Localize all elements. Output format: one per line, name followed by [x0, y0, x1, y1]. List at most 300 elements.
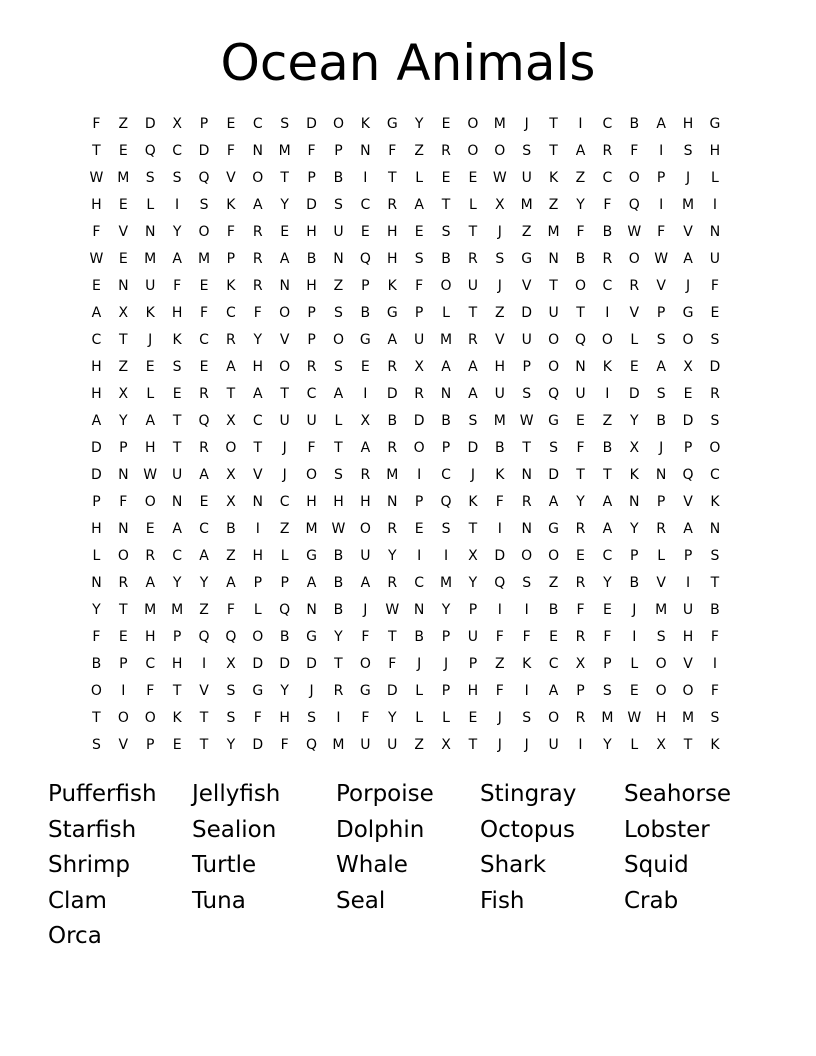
- grid-letter: P: [146, 737, 155, 753]
- grid-row: [83, 489, 733, 516]
- grid-letter: L: [469, 197, 477, 213]
- grid-letter: F: [388, 143, 397, 159]
- grid-letter: X: [495, 197, 505, 213]
- grid-letter: W: [492, 170, 507, 186]
- grid-letter: A: [468, 359, 478, 375]
- grid-letter: D: [521, 305, 533, 321]
- grid-letter: A: [226, 359, 236, 375]
- grid-letter: Z: [118, 359, 129, 375]
- grid-letter: Q: [198, 629, 210, 645]
- grid-letter: D: [252, 656, 264, 672]
- grid-letter: D: [413, 413, 425, 429]
- grid-letter: C: [602, 116, 613, 132]
- grid-letter: N: [521, 467, 532, 483]
- grid-letter: S: [710, 548, 720, 564]
- grid-letter: E: [683, 386, 693, 402]
- grid-letter: X: [118, 386, 129, 402]
- grid-letter: S: [710, 332, 720, 348]
- grid-letter: P: [630, 548, 639, 564]
- grid-letter: Z: [414, 737, 424, 753]
- grid-letter: X: [226, 494, 236, 510]
- word-bank-item: Fish: [480, 887, 525, 914]
- grid-letter: E: [118, 197, 128, 213]
- grid-letter: B: [629, 116, 640, 132]
- grid-letter: I: [497, 521, 502, 537]
- grid-letter: P: [441, 629, 451, 645]
- grid-letter: F: [361, 629, 370, 645]
- grid-letter: V: [656, 278, 666, 294]
- grid-letter: V: [683, 224, 693, 240]
- grid-letter: J: [497, 710, 502, 726]
- grid-letter: B: [91, 656, 102, 672]
- grid-letter: P: [414, 305, 424, 321]
- grid-letter: H: [252, 548, 264, 564]
- grid-letter: S: [334, 359, 343, 375]
- grid-letter: C: [145, 656, 156, 672]
- grid-letter: B: [602, 224, 613, 240]
- grid-row: [83, 246, 733, 273]
- grid-letter: B: [629, 575, 640, 591]
- grid-letter: M: [332, 737, 345, 753]
- grid-letter: V: [118, 224, 129, 240]
- grid-letter: K: [710, 737, 720, 753]
- grid-letter: O: [413, 440, 425, 456]
- word-bank-item: Whale: [336, 852, 408, 878]
- grid-letter: L: [630, 656, 639, 672]
- grid-letter: P: [656, 494, 666, 510]
- grid-letter: A: [387, 332, 398, 348]
- grid-letter: O: [332, 332, 344, 348]
- grid-letter: Z: [279, 521, 290, 537]
- grid-letter: P: [468, 656, 478, 672]
- grid-letter: M: [144, 602, 157, 618]
- grid-letter: H: [279, 710, 290, 726]
- grid-letter: H: [306, 224, 317, 240]
- grid-letter: K: [548, 170, 559, 186]
- grid-letter: C: [91, 332, 102, 348]
- grid-letter: E: [468, 170, 478, 186]
- grid-letter: I: [121, 683, 126, 699]
- grid-letter: O: [117, 710, 129, 726]
- grid-letter: B: [602, 440, 613, 456]
- grid-letter: E: [199, 359, 209, 375]
- grid-letter: Y: [576, 494, 585, 510]
- grid-letter: X: [683, 359, 693, 375]
- grid-letter: O: [467, 143, 479, 159]
- grid-letter: V: [656, 575, 666, 591]
- grid-letter: L: [415, 710, 424, 726]
- grid-letter: E: [118, 629, 128, 645]
- grid-letter: G: [548, 413, 560, 429]
- grid-letter: W: [143, 467, 158, 483]
- grid-letter: N: [521, 521, 532, 537]
- grid-letter: F: [226, 602, 235, 618]
- grid-letter: I: [659, 143, 664, 159]
- grid-letter: X: [441, 737, 451, 753]
- grid-letter: W: [89, 170, 104, 186]
- grid-letter: U: [279, 413, 290, 429]
- grid-letter: F: [92, 224, 101, 240]
- grid-letter: R: [656, 521, 667, 537]
- grid-letter: A: [333, 386, 344, 402]
- grid-letter: L: [92, 548, 101, 564]
- grid-letter: A: [656, 116, 666, 132]
- grid-letter: P: [683, 548, 693, 564]
- grid-row: [83, 327, 733, 354]
- grid-letter: P: [119, 440, 128, 456]
- grid-letter: Z: [495, 305, 505, 321]
- grid-letter: F: [495, 629, 504, 645]
- grid-letter: R: [306, 359, 317, 375]
- grid-letter: F: [710, 683, 719, 699]
- grid-letter: U: [306, 413, 317, 429]
- grid-letter: I: [605, 305, 610, 321]
- word-bank-item: Jellyfish: [192, 781, 281, 807]
- grid-letter: K: [145, 305, 155, 321]
- grid-letter: N: [252, 143, 264, 159]
- grid-letter: F: [522, 629, 531, 645]
- grid-letter: P: [576, 683, 585, 699]
- grid-letter: J: [309, 683, 314, 699]
- grid-letter: T: [441, 197, 451, 213]
- grid-row: [83, 408, 733, 435]
- grid-letter: U: [709, 251, 721, 267]
- grid-row: [83, 111, 733, 138]
- grid-letter: E: [226, 116, 236, 132]
- grid-letter: R: [575, 629, 586, 645]
- grid-letter: F: [415, 278, 424, 294]
- grid-letter: O: [332, 116, 344, 132]
- grid-letter: S: [441, 224, 451, 240]
- grid-letter: S: [334, 305, 343, 321]
- grid-letter: I: [417, 548, 422, 564]
- grid-letter: O: [548, 710, 560, 726]
- grid-letter: T: [334, 656, 343, 672]
- grid-letter: A: [575, 143, 586, 159]
- grid-letter: O: [359, 656, 371, 672]
- grid-letter: F: [119, 494, 128, 510]
- word-bank-item: Starfish: [48, 816, 137, 843]
- grid-letter: V: [253, 467, 263, 483]
- grid-letter: G: [709, 116, 721, 132]
- grid-letter: N: [144, 224, 156, 240]
- grid-letter: F: [280, 737, 289, 753]
- grid-letter: A: [683, 251, 693, 267]
- grid-letter: R: [414, 386, 424, 402]
- grid-letter: H: [682, 116, 694, 132]
- grid-letter: I: [712, 656, 717, 672]
- grid-letter: O: [117, 548, 129, 564]
- grid-row: [83, 516, 733, 543]
- grid-letter: N: [91, 575, 102, 591]
- grid-letter: G: [252, 683, 264, 699]
- grid-letter: L: [146, 386, 155, 402]
- word-bank-item: Lobster: [624, 816, 710, 843]
- grid-letter: X: [656, 737, 666, 753]
- grid-letter: T: [199, 737, 209, 753]
- grid-letter: T: [119, 602, 128, 618]
- grid-letter: P: [172, 629, 182, 645]
- grid-letter: I: [524, 683, 529, 699]
- grid-letter: E: [468, 710, 478, 726]
- grid-letter: S: [522, 143, 532, 159]
- grid-letter: A: [548, 683, 559, 699]
- grid-letter: F: [253, 710, 262, 726]
- grid-letter: L: [415, 683, 424, 699]
- grid-letter: B: [306, 251, 317, 267]
- grid-letter: U: [171, 467, 183, 483]
- grid-letter: T: [468, 737, 478, 753]
- grid-letter: E: [629, 359, 639, 375]
- grid-letter: N: [387, 494, 398, 510]
- grid-letter: R: [199, 440, 209, 456]
- grid-letter: M: [655, 602, 668, 618]
- grid-letter: E: [441, 170, 451, 186]
- grid-letter: B: [656, 413, 666, 429]
- grid-letter: C: [360, 197, 371, 213]
- grid-letter: A: [253, 197, 263, 213]
- grid-letter: P: [361, 278, 370, 294]
- grid-letter: K: [710, 494, 720, 510]
- grid-letter: L: [630, 737, 639, 753]
- grid-letter: E: [280, 224, 290, 240]
- grid-row: [83, 570, 733, 597]
- grid-letter: F: [199, 305, 209, 321]
- grid-letter: L: [630, 332, 639, 348]
- grid-letter: I: [443, 548, 449, 564]
- grid-letter: U: [521, 170, 532, 186]
- grid-letter: P: [226, 251, 236, 267]
- grid-letter: N: [360, 143, 371, 159]
- grid-letter: Y: [92, 602, 101, 618]
- grid-letter: I: [363, 386, 368, 402]
- grid-letter: O: [252, 629, 264, 645]
- grid-letter: X: [226, 413, 236, 429]
- grid-row: [83, 354, 733, 381]
- grid-letter: A: [602, 494, 613, 510]
- grid-letter: L: [657, 548, 666, 564]
- grid-letter: B: [360, 305, 371, 321]
- grid-letter: O: [306, 467, 318, 483]
- grid-letter: Q: [494, 575, 506, 591]
- grid-letter: T: [468, 224, 478, 240]
- grid-letter: R: [252, 278, 263, 294]
- grid-letter: F: [710, 629, 719, 645]
- grid-letter: R: [387, 521, 398, 537]
- grid-letter: R: [387, 440, 398, 456]
- grid-letter: Y: [280, 197, 289, 213]
- grid-letter: U: [682, 602, 694, 618]
- grid-letter: K: [629, 467, 639, 483]
- grid-letter: E: [441, 116, 451, 132]
- grid-letter: S: [549, 440, 559, 456]
- grid-letter: T: [710, 575, 720, 591]
- grid-row: [83, 597, 733, 624]
- grid-letter: E: [199, 278, 209, 294]
- grid-letter: E: [360, 224, 370, 240]
- grid-row: [83, 300, 733, 327]
- grid-letter: G: [306, 629, 317, 645]
- grid-letter: P: [307, 170, 316, 186]
- grid-letter: W: [519, 413, 534, 429]
- grid-letter: H: [306, 494, 317, 510]
- grid-letter: V: [199, 683, 209, 699]
- grid-letter: Q: [574, 332, 586, 348]
- grid-letter: Z: [414, 143, 424, 159]
- grid-letter: Q: [198, 413, 210, 429]
- grid-letter: M: [493, 413, 506, 429]
- grid-letter: O: [548, 548, 560, 564]
- grid-letter: H: [91, 521, 102, 537]
- page-title: Ocean Animals: [220, 34, 596, 92]
- grid-letter: I: [417, 467, 422, 483]
- grid-letter: D: [306, 116, 317, 132]
- grid-letter: V: [683, 494, 693, 510]
- grid-letter: B: [414, 629, 424, 645]
- grid-letter: X: [118, 305, 129, 321]
- grid-letter: M: [197, 251, 211, 267]
- word-bank-item: Porpoise: [336, 781, 434, 807]
- grid-letter: U: [575, 386, 586, 402]
- grid-letter: G: [521, 251, 533, 267]
- grid-letter: H: [144, 629, 156, 645]
- grid-letter: H: [386, 224, 398, 240]
- grid-letter: S: [334, 467, 343, 483]
- grid-row: [83, 381, 733, 408]
- grid-letter: S: [145, 170, 155, 186]
- grid-letter: P: [656, 170, 666, 186]
- grid-letter: M: [386, 467, 399, 483]
- grid-letter: T: [199, 710, 209, 726]
- grid-letter: N: [575, 359, 586, 375]
- grid-letter: R: [387, 359, 398, 375]
- grid-letter: V: [279, 332, 290, 348]
- grid-letter: E: [172, 737, 182, 753]
- grid-letter: I: [255, 521, 260, 537]
- grid-letter: E: [576, 548, 585, 564]
- grid-row: [83, 732, 733, 759]
- grid-letter: R: [602, 251, 613, 267]
- grid-letter: P: [441, 440, 451, 456]
- grid-letter: K: [522, 656, 532, 672]
- grid-letter: G: [306, 548, 317, 564]
- grid-letter: F: [307, 143, 316, 159]
- grid-letter: J: [685, 170, 691, 186]
- word-bank-item: Squid: [624, 852, 689, 878]
- grid-letter: A: [199, 467, 209, 483]
- grid-letter: E: [145, 521, 155, 537]
- grid-letter: T: [576, 467, 585, 483]
- grid-letter: G: [359, 683, 371, 699]
- grid-letter: C: [279, 494, 290, 510]
- grid-letter: E: [710, 305, 720, 321]
- grid-letter: O: [225, 440, 237, 456]
- grid-letter: L: [280, 548, 289, 564]
- grid-letter: O: [144, 710, 156, 726]
- grid-letter: M: [305, 521, 318, 537]
- grid-letter: X: [414, 359, 424, 375]
- grid-letter: S: [656, 629, 666, 645]
- grid-letter: C: [306, 386, 317, 402]
- grid-letter: U: [548, 737, 559, 753]
- grid-letter: P: [683, 440, 693, 456]
- grid-row: [83, 219, 733, 246]
- grid-letter: R: [199, 386, 209, 402]
- grid-letter: O: [548, 332, 560, 348]
- word-bank-item: Octopus: [480, 816, 575, 843]
- grid-letter: E: [549, 629, 559, 645]
- grid-letter: O: [279, 359, 291, 375]
- grid-letter: R: [602, 143, 613, 159]
- grid-letter: A: [360, 575, 371, 591]
- grid-letter: Z: [495, 656, 505, 672]
- word-bank-item: Orca: [48, 923, 102, 949]
- grid-letter: S: [602, 683, 612, 699]
- grid-letter: C: [199, 332, 209, 348]
- grid-letter: J: [659, 440, 664, 456]
- grid-letter: A: [602, 521, 613, 537]
- grid-letter: Z: [575, 170, 586, 186]
- grid-letter: T: [280, 170, 289, 186]
- grid-letter: T: [576, 305, 585, 321]
- grid-letter: H: [171, 305, 183, 321]
- grid-letter: S: [172, 359, 182, 375]
- grid-letter: W: [385, 602, 400, 618]
- grid-letter: C: [172, 548, 182, 564]
- grid-letter: Y: [199, 575, 209, 591]
- grid-letter: B: [279, 629, 290, 645]
- grid-letter: V: [683, 656, 693, 672]
- word-bank-item: Tuna: [192, 887, 246, 914]
- grid-letter: A: [441, 359, 451, 375]
- grid-letter: U: [414, 332, 425, 348]
- grid-letter: K: [468, 494, 478, 510]
- grid-letter: Y: [172, 575, 182, 591]
- grid-letter: F: [603, 629, 612, 645]
- letter-grid: [83, 111, 733, 759]
- grid-letter: A: [91, 305, 102, 321]
- grid-letter: Y: [414, 116, 424, 132]
- grid-letter: P: [280, 575, 289, 591]
- grid-letter: Z: [548, 197, 559, 213]
- grid-letter: J: [282, 467, 287, 483]
- grid-letter: E: [414, 224, 424, 240]
- grid-letter: C: [199, 521, 209, 537]
- grid-letter: I: [712, 197, 717, 213]
- grid-letter: S: [522, 575, 532, 591]
- grid-letter: T: [468, 305, 478, 321]
- grid-letter: K: [387, 278, 397, 294]
- grid-letter: O: [521, 548, 533, 564]
- grid-letter: N: [548, 251, 559, 267]
- grid-letter: P: [119, 656, 128, 672]
- grid-letter: J: [417, 656, 422, 672]
- grid-letter: S: [468, 413, 478, 429]
- grid-letter: D: [306, 656, 317, 672]
- grid-letter: L: [711, 170, 719, 186]
- grid-letter: F: [173, 278, 182, 294]
- grid-letter: U: [387, 737, 398, 753]
- grid-letter: R: [441, 143, 451, 159]
- grid-letter: A: [279, 251, 290, 267]
- grid-letter: H: [91, 386, 102, 402]
- grid-letter: X: [575, 656, 586, 672]
- grid-letter: D: [682, 413, 694, 429]
- grid-letter: P: [441, 683, 451, 699]
- grid-letter: A: [253, 386, 263, 402]
- grid-letter: M: [601, 710, 614, 726]
- grid-letter: Y: [603, 575, 612, 591]
